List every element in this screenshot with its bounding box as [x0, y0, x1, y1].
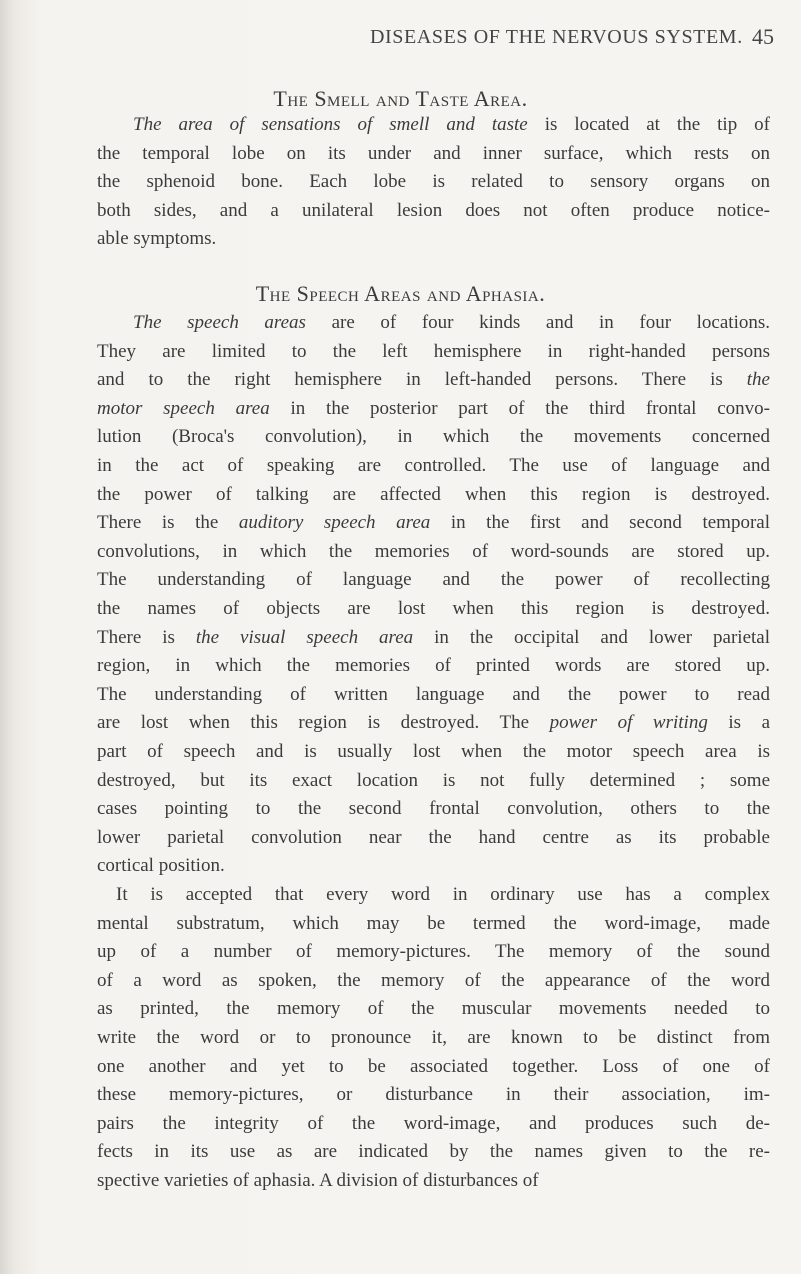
text-line — [97, 225, 770, 254]
text-run: There is — [97, 626, 196, 648]
text-run: one another and yet to be associated together. Loss of one of — [97, 1055, 770, 1077]
running-head: DISEASES OF THE NERVOUS SYSTEM. — [370, 26, 743, 48]
text-run: lower parietal convolution near the hand centre as its probable — [97, 826, 770, 848]
text-line — [97, 168, 770, 197]
paragraph — [97, 881, 770, 1196]
text-line — [97, 1053, 770, 1082]
text-line — [97, 566, 770, 595]
text-run: It is accepted that every word in ordinary use has a complex — [116, 884, 770, 905]
text-line — [97, 366, 770, 395]
text-run: in the occipital and lower parietal — [413, 626, 770, 648]
text-run: The understanding of language and the power of recollecting — [97, 569, 770, 591]
text-run: is a — [707, 712, 770, 734]
text-line — [97, 938, 770, 967]
text-line — [97, 795, 770, 824]
text-run: the sphenoid bone. Each lobe is related to sensory organs on — [97, 171, 770, 193]
text-run: able symptoms. — [97, 228, 217, 250]
paragraph — [97, 309, 770, 881]
text-line — [97, 881, 770, 910]
text-line — [97, 709, 770, 738]
text-run: are lost when this region is destroyed. The — [97, 712, 550, 734]
text-run: and to the right hemisphere in left-handed persons. There is — [97, 369, 747, 391]
text-run: fects in its use as are indicated by the names given to the re- — [97, 1141, 770, 1163]
text-line — [97, 624, 770, 653]
text-run: these memory-pictures, or disturbance in their association, im- — [97, 1084, 770, 1106]
italic-term: power of writing — [549, 712, 708, 734]
text-line — [97, 423, 770, 452]
text-line — [97, 538, 770, 567]
text-run: in the act of speaking are controlled. The use of language and — [97, 454, 770, 476]
text-run: the power of talking are affected when this region is destroyed. — [97, 483, 770, 505]
italic-term: auditory speech area — [238, 512, 431, 534]
text-run: both sides, and a unilateral lesion does not often produce notice- — [97, 199, 770, 221]
text-run: the names of objects are lost when this region is destroyed. — [97, 597, 770, 619]
section-heading-speech-areas: The Speech Areas and Aphasia. — [255, 281, 546, 306]
text-run: region, in which the memories of printed words are stored up. — [97, 655, 770, 677]
text-run: They are limited to the left hemisphere in right-handed persons — [97, 340, 770, 362]
text-run: up of a number of memory-pictures. The memory of the sound — [97, 941, 770, 963]
text-line — [97, 767, 770, 796]
text-line — [97, 1081, 770, 1110]
text-line — [97, 111, 770, 140]
text-run: destroyed, but its exact location is not fully determined ; some — [97, 769, 770, 791]
text-run: in the posterior part of the third frontal convo- — [269, 397, 770, 419]
text-line — [97, 1110, 770, 1139]
text-run: are of four kinds and in four locations. — [305, 312, 770, 333]
text-run: cases pointing to the second frontal convolution, others to the — [97, 798, 770, 820]
text-run: convolutions, in which the memories of word-sounds are stored up. — [97, 540, 770, 562]
text-line — [97, 738, 770, 767]
section-heading-smell-taste: The Smell and Taste Area. — [273, 86, 528, 111]
page-number: 45 — [752, 24, 774, 49]
text-line — [97, 910, 770, 939]
text-run: There is the — [97, 512, 239, 534]
text-line — [97, 338, 770, 367]
text-run: write the word or to pronounce it, are known to be distinct from — [97, 1026, 770, 1048]
text-run: of a word as spoken, the memory of the appearance of the word — [97, 969, 770, 991]
italic-term: the visual speech area — [195, 626, 414, 648]
text-run: cortical position. — [97, 855, 225, 877]
text-line — [97, 309, 770, 338]
text-line — [97, 395, 770, 424]
italic-term: The area of sensations of smell and taste — [133, 114, 528, 135]
text-run: as printed, the memory of the muscular movements needed to — [97, 998, 770, 1020]
text-line — [97, 1024, 770, 1053]
text-line — [97, 1167, 770, 1196]
text-run: spective varieties of aphasia. A division of disturbances of — [97, 1169, 539, 1191]
text-line — [97, 852, 770, 881]
text-line — [97, 681, 770, 710]
italic-term: motor speech area — [97, 397, 270, 419]
text-line — [97, 995, 770, 1024]
text-run: mental substratum, which may be termed the word-image, made — [97, 912, 770, 934]
text-line — [97, 452, 770, 481]
text-run: pairs the integrity of the word-image, and produces such de- — [97, 1112, 770, 1134]
text-line — [97, 824, 770, 853]
paragraph — [97, 111, 770, 254]
text-run: the temporal lobe on its under and inner surface, which rests on — [97, 142, 770, 164]
italic-term: the — [746, 369, 770, 391]
text-line — [97, 509, 770, 538]
text-run: in the first and second temporal — [430, 512, 770, 534]
text-line — [97, 481, 770, 510]
text-run: lution (Broca's convolution), in which the movements concerned — [97, 426, 770, 448]
text-run: The understanding of written language and the power to read — [97, 683, 770, 705]
italic-term: The speech areas — [133, 312, 306, 333]
text-line — [97, 652, 770, 681]
text-line — [97, 140, 770, 169]
text-line — [97, 197, 770, 226]
text-line — [97, 1138, 770, 1167]
text-run: part of speech and is usually lost when the motor speech area is — [97, 740, 770, 762]
text-run: is located at the tip of — [527, 114, 770, 135]
text-line — [97, 967, 770, 996]
text-line — [97, 595, 770, 624]
